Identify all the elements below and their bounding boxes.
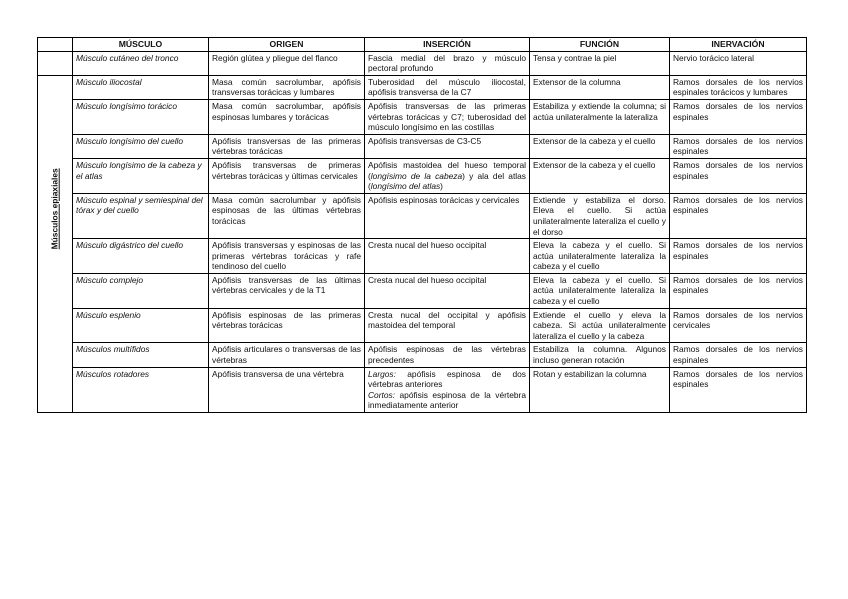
inervacion-cell: Ramos dorsales de los nervios espinales bbox=[670, 343, 807, 367]
inervacion-cell: Ramos dorsales de los nervios cervicales bbox=[670, 308, 807, 343]
insercion-cell: Tuberosidad del músculo iliocostal, apófisis transversa de la C7 bbox=[365, 75, 530, 99]
muscle-name: Músculo longísimo del cuello bbox=[73, 134, 209, 158]
insercion-italic: longísimo de la cabeza bbox=[370, 170, 463, 181]
inervacion-cell: Ramos dorsales de los nervios espinales bbox=[670, 158, 807, 193]
header-musculo: MÚSCULO bbox=[73, 38, 209, 52]
header-blank bbox=[38, 38, 73, 52]
table-row bbox=[38, 367, 807, 412]
funcion-cell: Rotan y estabilizan la columna bbox=[530, 367, 670, 412]
insercion-text: ) bbox=[440, 181, 443, 192]
inervacion-cell: Ramos dorsales de los nervios espinales bbox=[670, 367, 807, 412]
muscle-name: Músculo digástrico del cuello bbox=[73, 239, 209, 274]
funcion-cell: Estabiliza y extiende la columna; si actúa unilateralmente la lateraliza bbox=[530, 99, 670, 134]
group-blank-cell bbox=[38, 51, 73, 75]
muscle-name: Músculo iliocostal bbox=[73, 75, 209, 99]
funcion-cell: Extensor de la cabeza y el cuello bbox=[530, 158, 670, 193]
group-label: Músculos epiaxiales bbox=[49, 167, 60, 249]
insercion-text: apófisis espinosa de dos vértebras anteriores bbox=[368, 368, 526, 390]
inervacion-cell: Ramos dorsales de los nervios espinales bbox=[670, 193, 807, 238]
group-cell bbox=[38, 75, 73, 412]
funcion-cell: Tensa y contrae la piel bbox=[530, 51, 670, 75]
muscle-name: Músculo espinal y semiespinal del tórax y del cuello bbox=[73, 193, 209, 238]
origen-cell: Apófisis transversas de las últimas vértebras cervicales y de la T1 bbox=[209, 273, 365, 308]
funcion-cell: Eleva la cabeza y el cuello. Si actúa unilateralmente lateraliza la cabeza y el cuello bbox=[530, 273, 670, 308]
origen-cell: Región glútea y pliegue del flanco bbox=[209, 51, 365, 75]
funcion-cell: Extensor de la columna bbox=[530, 75, 670, 99]
funcion-cell: Extiende y estabiliza el dorso. Eleva el cuello. Si actúa unilateralmente lateraliza el cuello y el dorso bbox=[530, 193, 670, 238]
origen-cell: Masa común sacrolumbar y apófisis espinosas de las últimas vértebras torácicas bbox=[209, 193, 365, 238]
insercion-italic: Cortos: bbox=[368, 389, 395, 400]
funcion-cell: Extensor de la cabeza y el cuello bbox=[530, 134, 670, 158]
inervacion-cell: Ramos dorsales de los nervios espinales torácicos y lumbares bbox=[670, 75, 807, 99]
origen-cell: Apófisis articulares o transversas de las vértebras bbox=[209, 343, 365, 367]
table-row bbox=[38, 75, 807, 99]
origen-cell: Apófisis transversas de las primeras vértebras torácicas bbox=[209, 134, 365, 158]
inervacion-cell: Ramos dorsales de los nervios espinales bbox=[670, 239, 807, 274]
table-row bbox=[38, 51, 807, 75]
table-row bbox=[38, 134, 807, 158]
insercion-cell: Apófisis transversas de las primeras vértebras torácicas y C7; tuberosidad del músculo longísimo en las costillas bbox=[365, 99, 530, 134]
muscle-name: Músculo longísimo torácico bbox=[73, 99, 209, 134]
insercion-cell: Apófisis espinosas torácicas y cervicales bbox=[365, 193, 530, 238]
origen-cell: Masa común sacrolumbar, apófisis transversas torácicas y lumbares bbox=[209, 75, 365, 99]
insercion-cell bbox=[365, 367, 530, 412]
header-funcion: FUNCIÓN bbox=[530, 38, 670, 52]
insercion-cell bbox=[365, 158, 530, 193]
muscle-name: Músculo esplenio bbox=[73, 308, 209, 343]
table-row bbox=[38, 193, 807, 238]
insercion-text: apófisis espinosa de la vértebra inmediatamente anterior bbox=[368, 389, 526, 411]
muscle-name: Músculos multífidos bbox=[73, 343, 209, 367]
funcion-cell: Extiende el cuello y eleva la cabeza. Si actúa unilateralmente lateraliza el cuello y la cabeza bbox=[530, 308, 670, 343]
origen-cell: Apófisis espinosas de las primeras vértebras torácicas bbox=[209, 308, 365, 343]
funcion-cell: Eleva la cabeza y el cuello. Si actúa unilateralmente lateraliza la cabeza y el cuello bbox=[530, 239, 670, 274]
muscle-name: Músculo complejo bbox=[73, 273, 209, 308]
origen-cell: Masa común sacrolumbar, apófisis espinosas lumbares y torácicas bbox=[209, 99, 365, 134]
insercion-cell: Cresta nucal del occipital y apófisis mastoidea del temporal bbox=[365, 308, 530, 343]
header-origen: ORIGEN bbox=[209, 38, 365, 52]
insercion-cell: Apófisis espinosas de las vértebras precedentes bbox=[365, 343, 530, 367]
origen-cell: Apófisis transversas de primeras vértebras torácicas y últimas cervicales bbox=[209, 158, 365, 193]
header-inervacion: INERVACIÓN bbox=[670, 38, 807, 52]
insercion-cell: Apófisis transversas de C3-C5 bbox=[365, 134, 530, 158]
insercion-cell: Fascia medial del brazo y músculo pectoral profundo bbox=[365, 51, 530, 75]
inervacion-cell: Ramos dorsales de los nervios espinales bbox=[670, 273, 807, 308]
muscle-name: Músculos rotadores bbox=[73, 367, 209, 412]
table-row bbox=[38, 158, 807, 193]
funcion-cell: Estabiliza la columna. Algunos incluso generan rotación bbox=[530, 343, 670, 367]
table-row bbox=[38, 239, 807, 274]
muscle-table bbox=[37, 37, 807, 413]
header-row bbox=[38, 38, 807, 52]
muscle-name: Músculo longísimo de la cabeza y el atlas bbox=[73, 158, 209, 193]
insercion-cell: Cresta nucal del hueso occipital bbox=[365, 239, 530, 274]
table-row bbox=[38, 343, 807, 367]
muscle-name: Músculo cutáneo del tronco bbox=[73, 51, 209, 75]
insercion-italic: Largos: bbox=[368, 368, 396, 379]
inervacion-cell: Nervio torácico lateral bbox=[670, 51, 807, 75]
header-insercion: INSERCIÓN bbox=[365, 38, 530, 52]
insercion-italic: longísimo del atlas bbox=[370, 181, 441, 192]
origen-cell: Apófisis transversa de una vértebra bbox=[209, 367, 365, 412]
table-row bbox=[38, 273, 807, 308]
insercion-cell: Cresta nucal del hueso occipital bbox=[365, 273, 530, 308]
table-row bbox=[38, 308, 807, 343]
insercion-text: Apófisis mastoidea del hueso temporal ( bbox=[368, 159, 526, 181]
inervacion-cell: Ramos dorsales de los nervios espinales bbox=[670, 99, 807, 134]
inervacion-cell: Ramos dorsales de los nervios espinales bbox=[670, 134, 807, 158]
insercion-text: ) y ala del atlas ( bbox=[368, 170, 526, 192]
origen-cell: Apófisis transversas y espinosas de las primeras vértebras torácicas y rafe tendinoso del cuello bbox=[209, 239, 365, 274]
table-row bbox=[38, 99, 807, 134]
